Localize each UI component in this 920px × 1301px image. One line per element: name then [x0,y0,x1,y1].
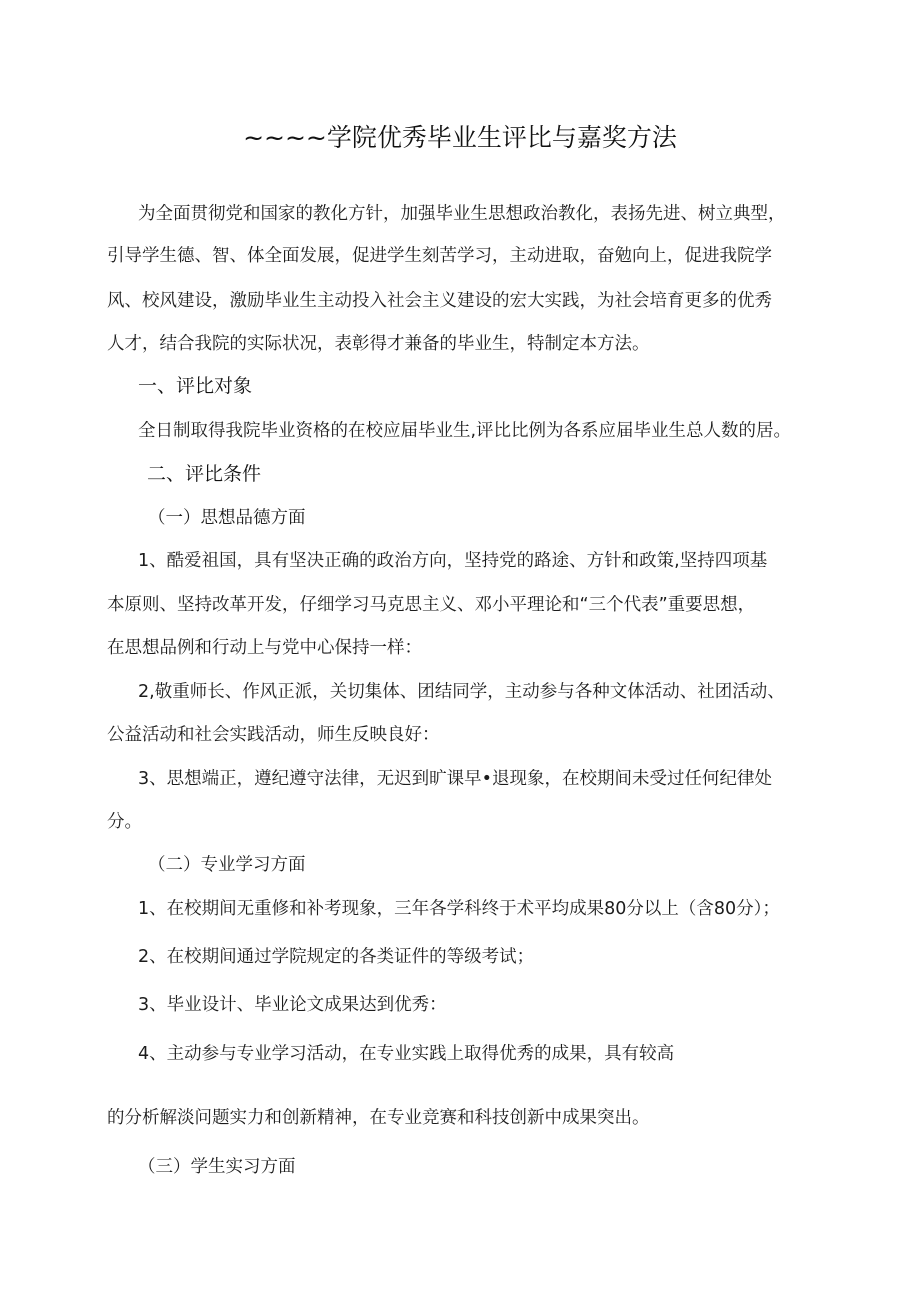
sub-1-item-1-line-2: 本原则、坚持改革开发，仔细学习马克思主义、邓小平理论和“三个代表”重要思想， [107,595,756,615]
sub-2-item-2: 2、在校期间通过学院规定的各类证件的等级考试； [138,947,535,967]
sub-1-item-2-line-1: 2,敬重师长、作风正派，关切集体、团结同学，主动参与各种文体活动、社团活动、 [138,682,785,702]
sub-1-heading: （一）思想品德方面 [148,508,306,528]
sub-1-item-1-line-1: 1、酷爱祖国，具有坚决正确的政治方向，坚持党的路途、方针和政策,坚持四项基 [138,551,768,571]
sub-2-item-4-line-2: 的分析解淡问题实力和创新精神，在专业竞赛和科技创新中成果突出。 [107,1108,650,1128]
sub-3-heading: （三）学生实习方面 [138,1157,296,1177]
sub-2-heading: （二）专业学习方面 [148,855,306,875]
intro-line-3: 风、校风建设，激励毕业生主动投入社会主义建设的宏大实践，为社会培育更多的优秀 [107,291,772,311]
sub-1-item-2-line-2: 公益活动和社会实践活动，师生反映良好： [107,725,440,745]
intro-line-4: 人才，结合我院的实际状况，表彰得才兼备的毕业生，特制定本方法。 [107,334,650,354]
sub-2-item-3: 3、毕业设计、毕业论文成果达到优秀： [138,995,447,1015]
intro-line-1: 为全面贯彻党和国家的教化方针，加强毕业生思想政治教化，表扬先进、树立典型， [138,204,786,224]
sub-2-item-1: 1、在校期间无重修和补考现象，三年各学科终于术平均成果80分以上（含80分）； [138,899,780,919]
sub-1-item-3-line-1: 3、思想端正，遵纪遵守法律，无迟到旷课早•退现象，在校期间未受过任何纪律处 [138,769,772,789]
section-1-body: 全日制取得我院毕业资格的在校应届毕业生,评比比例为各系应届毕业生总人数的居。 [138,421,792,441]
sub-1-item-1-line-3: 在思想品例和行动上与党中心保持一样： [107,638,422,658]
document-title: ~~~~学院优秀毕业生评比与嘉奖方法 [243,123,677,152]
sub-2-item-4-line-1: 4、主动参与专业学习活动，在专业实践上取得优秀的成果，具有较高 [138,1044,675,1064]
sub-1-item-3-line-2: 分。 [107,812,142,832]
intro-line-2: 引导学生德、智、体全面发展，促进学生刻苦学习，主动进取，奋勉向上，促进我院学 [107,246,772,266]
section-1-heading: 一、评比对象 [138,375,253,397]
section-2-heading: 二、评比条件 [147,463,262,485]
